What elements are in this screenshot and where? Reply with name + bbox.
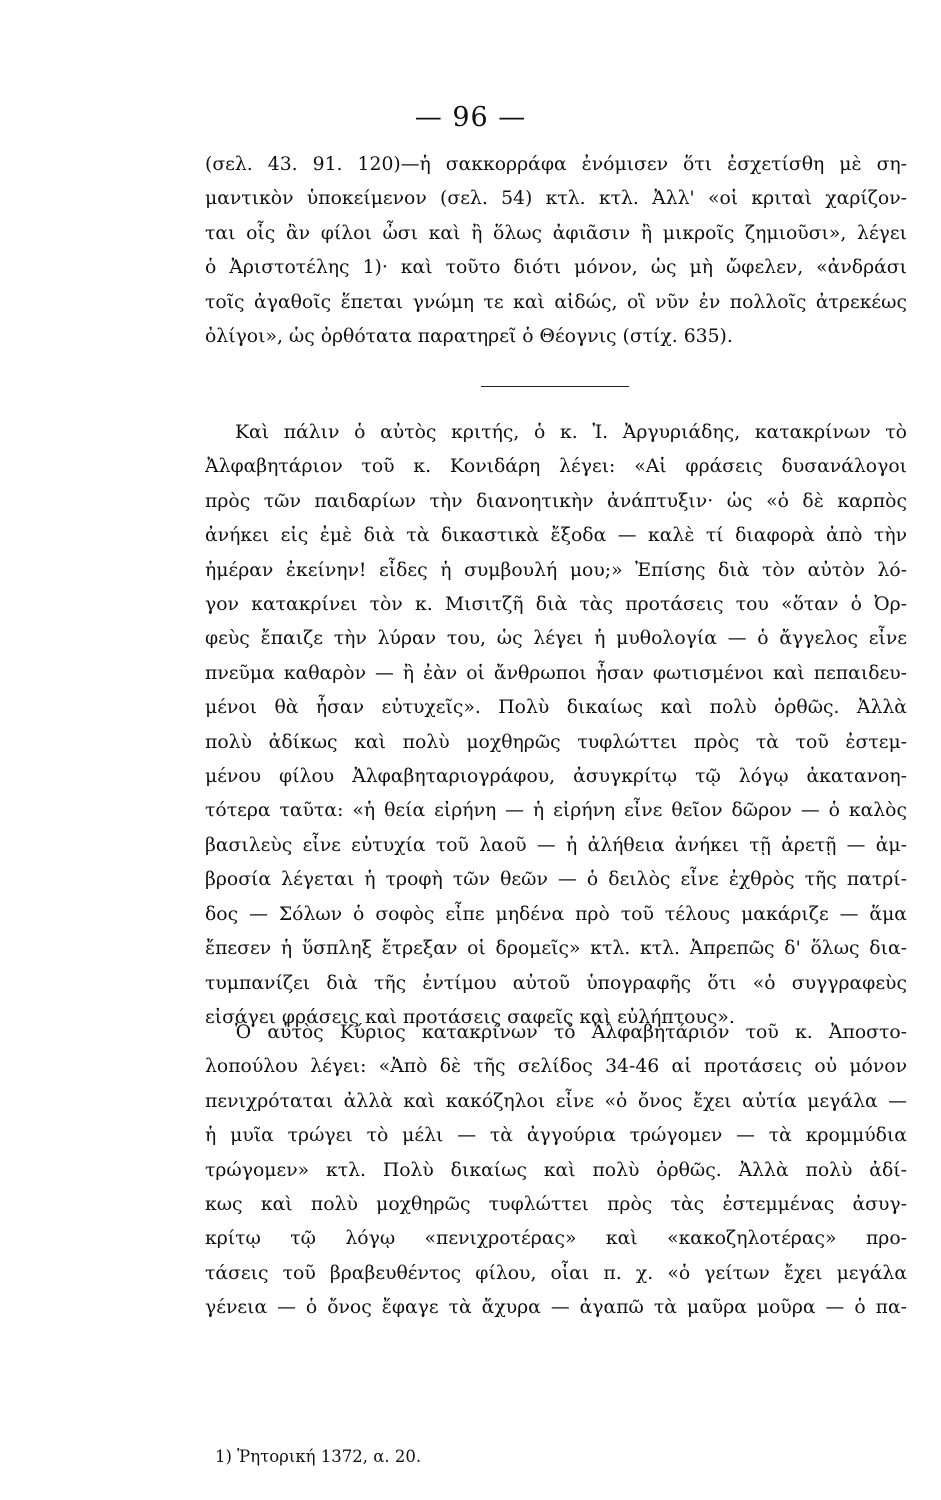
text-line: (σελ. 43. 91. 120)—ἡ σακκορράφα ἐνόμισεν ὅτι ἐσχετίσθη μὲ ση- [205, 154, 907, 175]
text-line: λοπούλου λέγει: «Ἀπὸ δὲ τῆς σελίδος 34-46 αἱ προτάσεις οὐ μόνον [205, 1056, 907, 1078]
paragraph-1 [205, 148, 907, 354]
text-line: πολὺ ἀδίκως καὶ πολὺ μοχθηρῶς τυφλώττει πρὸς τὰ τοῦ ἐστεμ- [205, 731, 907, 753]
text-line: τοῖς ἀγαθοῖς ἕπεται γνώμη τε καὶ αἰδώς, οἳ νῦν ἐν πολλοῖς ἀτρεκέως [205, 291, 907, 313]
text-line: γένεια — ὁ ὄνος ἔφαγε τὰ ἄχυρα — ἀγαπῶ τὰ μαῦρα μοῦρα — ὁ πα- [205, 1297, 907, 1319]
paragraph-3 [205, 1016, 907, 1326]
text-line: ἔπεσεν ἡ ὕσπληξ ἔτρεξαν οἱ δρομεῖς» κτλ. κτλ. Ἀπρεπῶς δ' ὅλως δια- [205, 938, 907, 960]
text-line: μαντικὸν ὑποκείμενον (σελ. 54) κτλ. κτλ. Ἀλλ' «οἱ κριταὶ χαρίζον- [205, 188, 907, 210]
text-line: μένοι θὰ ἦσαν εὐτυχεῖς». Πολὺ δικαίως καὶ πολὺ ὀρθῶς. Ἀλλὰ [205, 697, 907, 719]
text-line: βασιλεὺς εἶνε εὐτυχία τοῦ λαοῦ — ἡ ἀλήθεια ἀνήκει τῇ ἀρετῇ — ἀμ- [205, 834, 907, 856]
text-line: πρὸς τῶν παιδαρίων τὴν διανοητικὴν ἀνάπτυξιν· ὡς «ὁ δὲ καρπὸς [205, 490, 907, 512]
text-line: πνεῦμα καθαρὸν — ἢ ἐὰν οἱ ἄνθρωποι ἦσαν φωτισμένοι καὶ πεπαιδευ- [205, 662, 907, 684]
text-line: τότερα ταῦτα: «ἡ θεία εἰρήνη — ἡ εἰρήνη εἶνε θεῖον δῶρον — ὁ καλὸς [205, 800, 907, 822]
text-line: κως καὶ πολὺ μοχθηρῶς τυφλώττει πρὸς τὰς ἐστεμμένας ἀσυγ- [205, 1194, 907, 1216]
text-line: βροσία λέγεται ἡ τροφὴ τῶν θεῶν — ὁ δειλὸς εἶνε ἐχθρὸς τῆς πατρί- [205, 869, 907, 891]
text-line: ὀλίγοι», ὡς ὀρθότατα παρατηρεῖ ὁ Θέογνις (στίχ. 635). [205, 326, 733, 348]
footnote: 1) Ῥητορική 1372, α. 20. [215, 1447, 422, 1466]
text-line: μένου φίλου Ἀλφαβηταριογράφου, ἀσυγκρίτῳ τῷ λόγῳ ἀκατανοη- [205, 766, 907, 788]
text-line: ἡ μυῖα τρώγει τὸ μέλι — τὰ ἀγγούρια τρώγομεν — τὰ κρομμύδια [205, 1125, 907, 1147]
text-line: ἀνήκει εἰς ἐμὲ διὰ τὰ δικαστικὰ ἔξοδα — καλὲ τί διαφορὰ ἀπὸ τὴν [205, 525, 907, 547]
text-line: πενιχρόταται ἀλλὰ καὶ κακόζηλοι εἶνε «ὁ ὄνος ἔχει αὐτία μεγάλα — [205, 1090, 907, 1112]
text-line: Ὁ αὐτὸς Κύριος κατακρίνων τὸ Ἀλφαβητάριον τοῦ κ. Ἀποστο- [235, 1022, 907, 1043]
text-line: κρίτῳ τῷ λόγῳ «πενιχροτέρας» καὶ «κακοζηλοτέρας» προ- [205, 1228, 907, 1250]
text-line: τυμπανίζει διὰ τῆς ἐντίμου αὐτοῦ ὑπογραφῆς ὅτι «ὁ συγγραφεὺς [205, 972, 907, 994]
paragraph-2 [205, 416, 907, 1035]
text-line: Καὶ πάλιν ὁ αὐτὸς κριτής, ὁ κ. Ἰ. Ἀργυριάδης, κατακρίνων τὸ [235, 422, 907, 443]
page-number: — 96 — [414, 102, 527, 133]
text-line: τρώγομεν» κτλ. Πολὺ δικαίως καὶ πολὺ ὀρθῶς. Ἀλλὰ πολὺ ἀδί- [205, 1159, 907, 1181]
text-line: ἡμέραν ἐκείνην! εἶδες ἡ συμβουλή μου;» Ἐπίσης διὰ τὸν αὐτὸν λό- [205, 559, 907, 581]
section-divider [481, 386, 629, 387]
text-line: εἰσάγει φράσεις καὶ προτάσεις σαφεῖς καὶ εὐλήπτους». [205, 1006, 735, 1028]
text-line: ὁ Ἀριστοτέλης 1)· καὶ τοῦτο διότι μόνον, ὡς μὴ ὤφελεν, «ἀνδράσι [205, 257, 907, 279]
text-line: φεὺς ἔπαιζε τὴν λύραν του, ὡς λέγει ἡ μυθολογία — ὁ ἄγγελος εἶνε [205, 628, 907, 650]
text-line: ται οἷς ἂν φίλοι ὦσι καὶ ἢ ὅλως ἀφιᾶσιν ἢ μικροῖς ζημιοῦσι», λέγει [205, 222, 907, 244]
text-line: δος — Σόλων ὁ σοφὸς εἶπε μηδένα πρὸ τοῦ τέλους μακάριζε — ἅμα [205, 903, 907, 925]
text-line: γον κατακρίνει τὸν κ. Μισιτζῆ διὰ τὰς προτάσεις του «ὅταν ὁ Ὀρ- [205, 594, 907, 616]
text-line: τάσεις τοῦ βραβευθέντος φίλου, οἷαι π. χ. «ὁ γείτων ἔχει μεγάλα [205, 1262, 907, 1284]
text-line: Ἀλφαβητάριον τοῦ κ. Κονιδάρη λέγει: «Αἱ φράσεις δυσανάλογοι [205, 456, 907, 478]
